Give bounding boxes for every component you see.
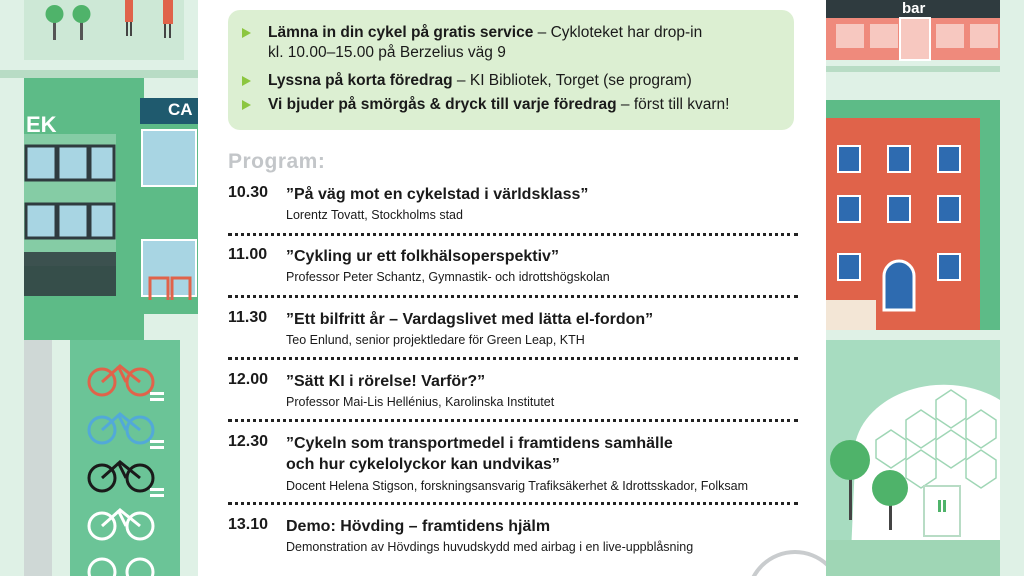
library-sign-fragment: EK (26, 112, 57, 137)
session-title: ”Cykling ur ett folkhälsoperspektiv” (286, 248, 559, 265)
session-title: ”På väg mot en cykelstad i världsklass” (286, 186, 589, 203)
session-speaker: Demonstration av Hövdings huvudskydd med airbag i en live-uppblåsning (286, 540, 694, 554)
session-title: Demo: Hövding – framtidens hjälm (286, 518, 551, 535)
program-heading: Program: (228, 150, 326, 173)
session-time: 12.00 (228, 371, 269, 388)
session-speaker: Professor Mai-Lis Hellénius, Karolinska Institutet (286, 395, 555, 409)
right-city-graphic (826, 0, 1024, 576)
bar-sign: bar (902, 0, 926, 17)
arrow-bullet-icon (242, 28, 251, 38)
right-city-illustration (826, 0, 1024, 576)
dotted-divider (228, 502, 798, 505)
dotted-divider (228, 233, 798, 236)
info-item-text: – först till kvarn! (616, 96, 730, 113)
cafe-sign-fragment: CA (168, 100, 193, 119)
program-session (228, 433, 800, 495)
info-item-bold: Lämna in din cykel på gratis service (268, 24, 534, 41)
session-time: 11.30 (228, 309, 268, 326)
session-title: ”Sätt KI i rörelse! Varför?” (286, 373, 486, 390)
session-time: 13.10 (228, 516, 269, 533)
session-time: 11.00 (228, 246, 268, 263)
program-session (228, 516, 800, 560)
info-item-bold: Vi bjuder på smörgås & dryck till varje föredrag (268, 96, 617, 113)
session-time: 10.30 (228, 184, 269, 201)
arrow-bullet-icon (242, 76, 251, 86)
dotted-divider (228, 357, 798, 360)
dotted-divider (228, 295, 798, 298)
dotted-divider (228, 419, 798, 422)
session-title-line2: och hur cykelolyckor kan undvikas” (286, 456, 560, 473)
session-speaker: Professor Peter Schantz, Gymnastik- och idrottshögskolan (286, 270, 610, 284)
info-item-text-line2: kl. 10.00–15.00 på Berzelius väg 9 (268, 44, 506, 61)
event-flyer-content (198, 0, 826, 576)
session-time: 12.30 (228, 433, 269, 450)
info-box (228, 10, 794, 130)
session-title: ”Ett bilfritt år – Vardagslivet med lätta el-fordon” (286, 311, 654, 328)
info-item-text: – KI Bibliotek, Torget (se program) (452, 72, 692, 89)
info-item-text: – Cykloteket har drop-in (533, 24, 703, 41)
program-session (228, 184, 800, 228)
arrow-bullet-icon (242, 100, 251, 110)
session-title: ”Cykeln som transportmedel i framtidens samhälle (286, 435, 673, 452)
program-session (228, 371, 800, 415)
session-speaker: Docent Helena Stigson, forskningsansvarig Trafiksäkerhet & Idrottsskador, Folksam (286, 479, 749, 493)
session-speaker: Lorentz Tovatt, Stockholms stad (286, 208, 463, 222)
program-session (228, 246, 800, 290)
left-city-graphic (0, 0, 198, 576)
left-city-illustration (0, 0, 198, 576)
info-item-bold: Lyssna på korta föredrag (268, 72, 453, 89)
program-session (228, 309, 800, 353)
session-speaker: Teo Enlund, senior projektledare för Green Leap, KTH (286, 333, 585, 347)
